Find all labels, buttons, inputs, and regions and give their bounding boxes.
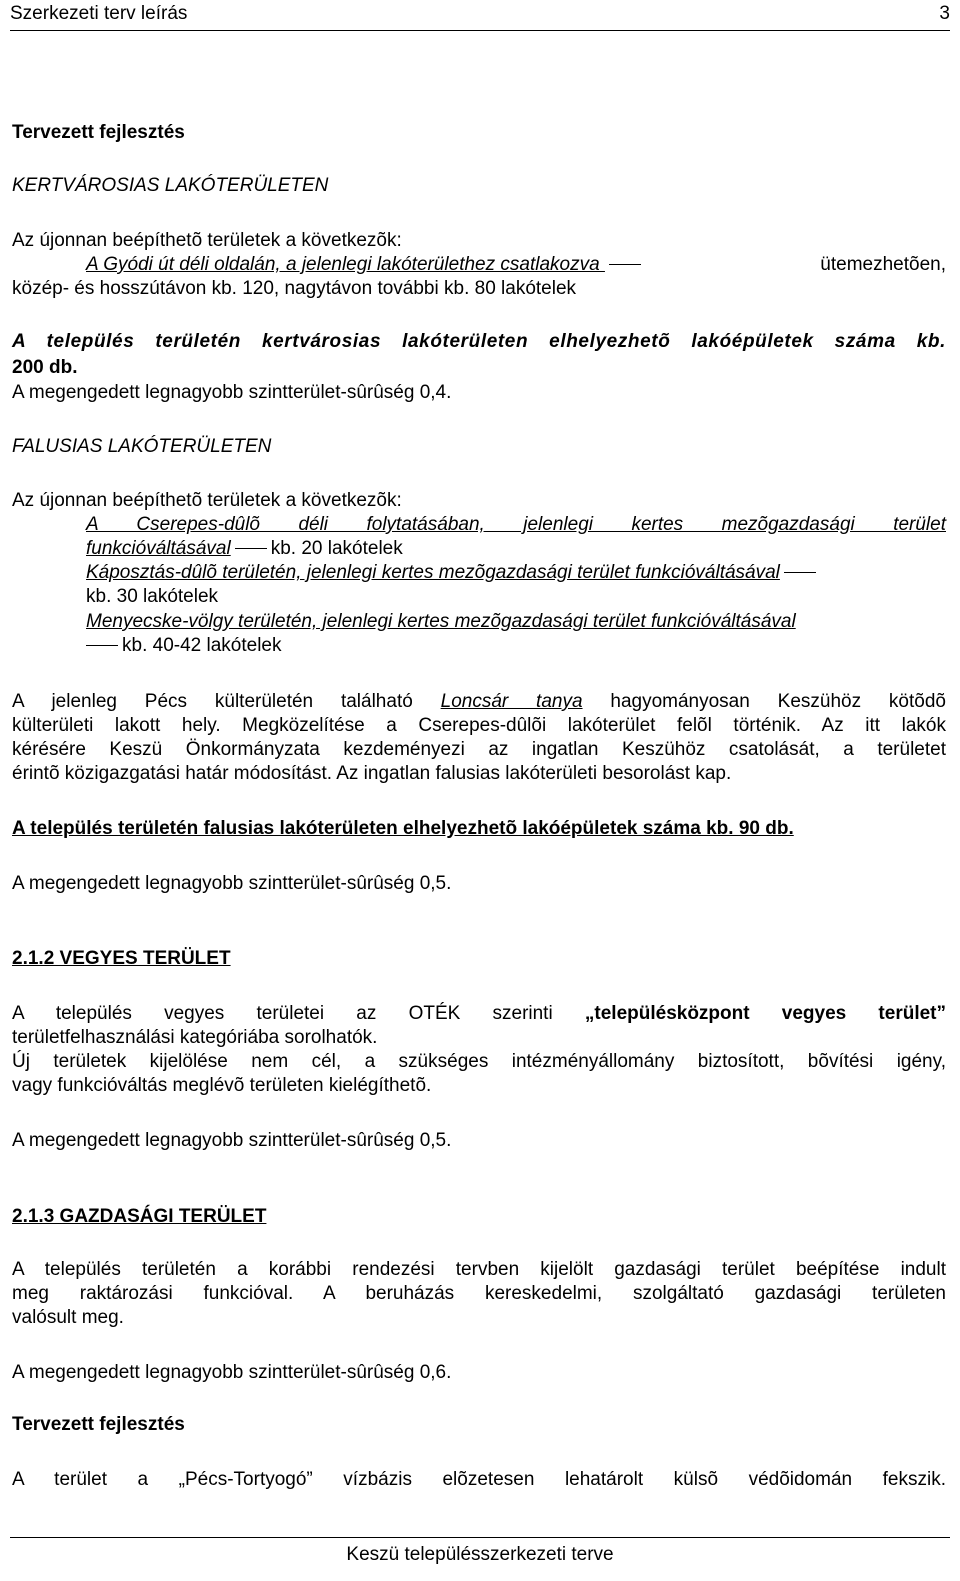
list-item-text: A Gyódi út déli oldalán, a jelenlegi lakóterülethez csatlakozva (86, 254, 605, 275)
density-note: A megengedett legnagyobb szintterület-sûrûség 0,5. (12, 1130, 452, 1151)
document-title: Szerkezeti terv leírás (10, 3, 188, 24)
section-heading: Tervezett fejlesztés (12, 1414, 185, 1435)
list-item: A Cserepes-dûlõ déli folytatásában, jelenlegi kertes mezõgazdasági terület (86, 514, 946, 535)
section-heading: Tervezett fejlesztés (12, 122, 185, 143)
list-item: kb. 30 lakótelek (86, 586, 219, 607)
paragraph-text: A jelenleg Pécs külterületén található (12, 691, 441, 712)
paragraph (12, 690, 946, 714)
paragraph: érintõ közigazgatási határ módosítást. Az ingatlan falusias lakóterületi besorolást kap. (12, 763, 732, 784)
list-item-text: Káposztás-dûlõ területén, jelenlegi kertes mezõgazdasági terület funkcióváltásával (86, 562, 780, 583)
bold-statement: A település területén kertvárosias lakóterületen elhelyezhetõ lakóépületek száma kb. (12, 331, 946, 352)
subsection-title: KERTVÁROSIAS LAKÓTERÜLETEN (12, 175, 329, 196)
subsection-title: FALUSIAS LAKÓTERÜLETEN (12, 436, 272, 457)
list-item: Menyecske-völgy területén, jelenlegi kertes mezõgazdasági terület funkcióváltásával (86, 611, 796, 632)
dash (86, 645, 118, 646)
paragraph: Az újonnan beépíthetõ területek a következõk: (12, 490, 402, 511)
paragraph: meg raktározási funkcióval. A beruházás kereskedelmi, szolgáltató gazdasági területen (12, 1283, 946, 1304)
dash (235, 548, 267, 549)
footer-divider (10, 1537, 950, 1538)
density-note: A megengedett legnagyobb szintterület-sûrûség 0,6. (12, 1362, 452, 1383)
category-name: „településközpont vegyes terület” (584, 1003, 946, 1024)
section-heading (12, 1205, 946, 1229)
list-item-text: funkcióváltásával (86, 538, 231, 559)
paragraph: valósult meg. (12, 1307, 124, 1328)
density-note: A megengedett legnagyobb szintterület-sûrûség 0,4. (12, 382, 452, 403)
section-heading (12, 947, 946, 971)
heading-text: 2.1.2 VEGYES TERÜLET (12, 948, 231, 969)
paragraph (12, 1002, 946, 1026)
paragraph: területfelhasználási kategóriába sorolhatók. (12, 1027, 378, 1048)
page-number: 3 (939, 3, 950, 24)
paragraph: A település területén a korábbi rendezési tervben kijelölt gazdasági terület beépítése indult (12, 1259, 946, 1280)
bold-statement: 200 db. (12, 357, 78, 378)
density-note: A megengedett legnagyobb szintterület-sûrûség 0,5. (12, 873, 452, 894)
bold-statement: A település területén falusias lakóterületen elhelyezhetõ lakóépületek száma kb. 90 db. (12, 818, 794, 839)
paragraph: Új területek kijelölése nem cél, a szükséges intézményállomány biztosított, bõvítési igény, (12, 1051, 946, 1072)
paragraph: külterületi lakott hely. Megközelítése a Cserepes-dûlõi lakóterület felõl történik. Az itt lakók (12, 715, 946, 736)
page-header (10, 0, 950, 31)
list-item (86, 634, 946, 658)
paragraph: Az újonnan beépíthetõ területek a következõk: (12, 230, 402, 251)
paragraph: vagy funkcióváltás meglévõ területen kielégíthetõ. (12, 1075, 432, 1096)
list-item (86, 561, 946, 585)
list-item-text: ütemezhetõen, (820, 254, 946, 275)
list-item-text: kb. 40-42 lakótelek (122, 635, 282, 656)
page-footer: Keszü településszerkezeti terve (346, 1544, 614, 1565)
heading-text: 2.1.3 GAZDASÁGI TERÜLET (12, 1206, 267, 1227)
dash (784, 572, 816, 573)
list-item (86, 537, 946, 561)
list-item-text: kb. 20 lakótelek (270, 538, 403, 559)
paragraph: A terület a „Pécs-Tortyogó” vízbázis elõzetesen lehatárolt külsõ védõidomán fekszik. (12, 1469, 946, 1490)
paragraph: közép- és hosszútávon kb. 120, nagytávon további kb. 80 lakótelek (12, 278, 577, 299)
dash (609, 264, 641, 265)
place-name: Loncsár tanya (440, 691, 583, 712)
list-item (86, 253, 946, 277)
paragraph-text: A település vegyes területei az OTÉK szerinti (12, 1003, 585, 1024)
paragraph: kérésére Keszü Önkormányzata kezdeményezi az ingatlan Keszühöz csatolását, a területet (12, 739, 946, 760)
paragraph-text: hagyományosan Keszühöz kötõdõ (582, 691, 946, 712)
